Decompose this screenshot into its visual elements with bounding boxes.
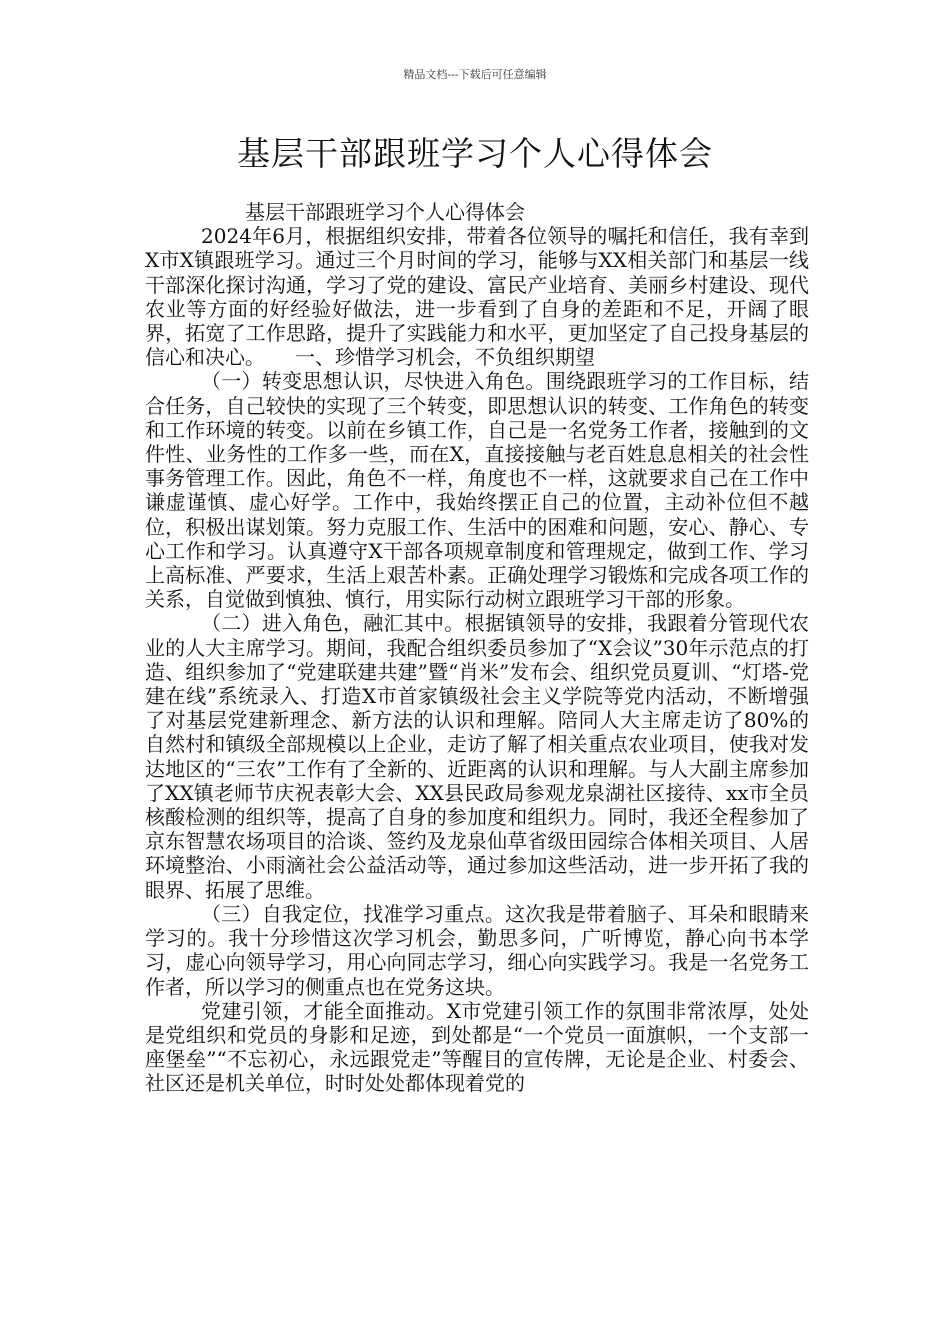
document-title: 基层干部跟班学习个人心得体会 bbox=[237, 134, 713, 173]
paragraph-section-2: （二）进入角色，融汇其中。根据镇领导的安排，我跟着分管现代农业的人大主席学习。期间，我配合组织委员参加了“X会议”30年示范点的打造、组织参加了“党建联建共建”暨“肖米”发布会、组织党员夏训、“灯塔-党建在线”系统录入、打造X市首家镇级社会主义学院等党内活动，不断增强了对基层党建新理念、新方法的认识和理解。陪同人大主席走访了80%的自然村和镇级全部规模以上企业，走访了解了相关重点农业项目，使我对发达地区的“三农”工作有了全新的、近距离的认识和理解。与人大副主席参加了XX镇老师节庆祝表彰大会、XX县民政局参观龙泉湖社区接待、xx市全员核酸检测的组织等，提高了自身的参加度和组织力。同时，我还全程参加了京东智慧农场项目的洽谈、签约及龙泉仙草省级田园综合体相关项目、人居环境整治、小雨滴社会公益活动等，通过参加这些活动，进一步开拓了我的眼界、拓展了思维。 bbox=[145, 611, 809, 902]
page-header-watermark: 精品文档---下载后可任意编辑 bbox=[403, 68, 547, 81]
document-subtitle: 基层干部跟班学习个人心得体会 bbox=[245, 200, 525, 224]
document-body bbox=[145, 200, 809, 1096]
paragraph-section-1: （一）转变思想认识，尽快进入角色。围绕跟班学习的工作目标，结合任务，自己较快的实现了三个转变，即思想认识的转变、工作角色的转变和工作环境的转变。以前在乡镇工作，自己是一名党务工作者，接触到的文件性、业务性的工作多一些，而在X，直接接触与老百姓息息相关的社会性事务管理工作。因此，角色不一样，角度也不一样，这就要求自己在工作中谦虚谨慎、虚心好学。工作中，我始终摆正自己的位置，主动补位但不越位，积极出谋划策。努力克服工作、生活中的困难和问题，安心、静心、专心工作和学习。认真遵守X干部各项规章制度和管理规定，做到工作、学习上高标准、严要求，生活上艰苦朴素。正确处理学习锻炼和完成各项工作的关系，自觉做到慎独、慎行，用实际行动树立跟班学习干部的形象。 bbox=[145, 369, 809, 612]
paragraph-party-building: 党建引领，才能全面推动。X市党建引领工作的氛围非常浓厚，处处是党组织和党员的身影和足迹，到处都是“一个党员一面旗帜，一个支部一座堡垒”“不忘初心，永远跟党走”等醒目的宣传牌，无论是企业、村委会、社区还是机关单位，时时处处都体现着党的 bbox=[145, 998, 809, 1096]
paragraph-section-3: （三）自我定位，找准学习重点。这次我是带着脑子、耳朵和眼睛来学习的。我十分珍惜这次学习机会，勤思多问，广听博览，静心向书本学习，虚心向领导学习，用心向同志学习，细心向实践学习。我是一名党务工作者，所以学习的侧重点也在党务这块。 bbox=[145, 901, 809, 999]
paragraph-intro: 2024年6月，根据组织安排，带着各位领导的嘱托和信任，我有幸到X市X镇跟班学习。通过三个月时间的学习，能够与XX相关部门和基层一线干部深化探讨沟通，学习了党的建设、富民产业培育、美丽乡村建设、现代农业等方面的好经验好做法，进一步看到了自身的差距和不足，开阔了眼界，拓宽了工作思路，提升了实践能力和水平，更加坚定了自己投身基层的信心和决心。 一、珍惜学习机会，不负组织期望 bbox=[145, 224, 809, 370]
